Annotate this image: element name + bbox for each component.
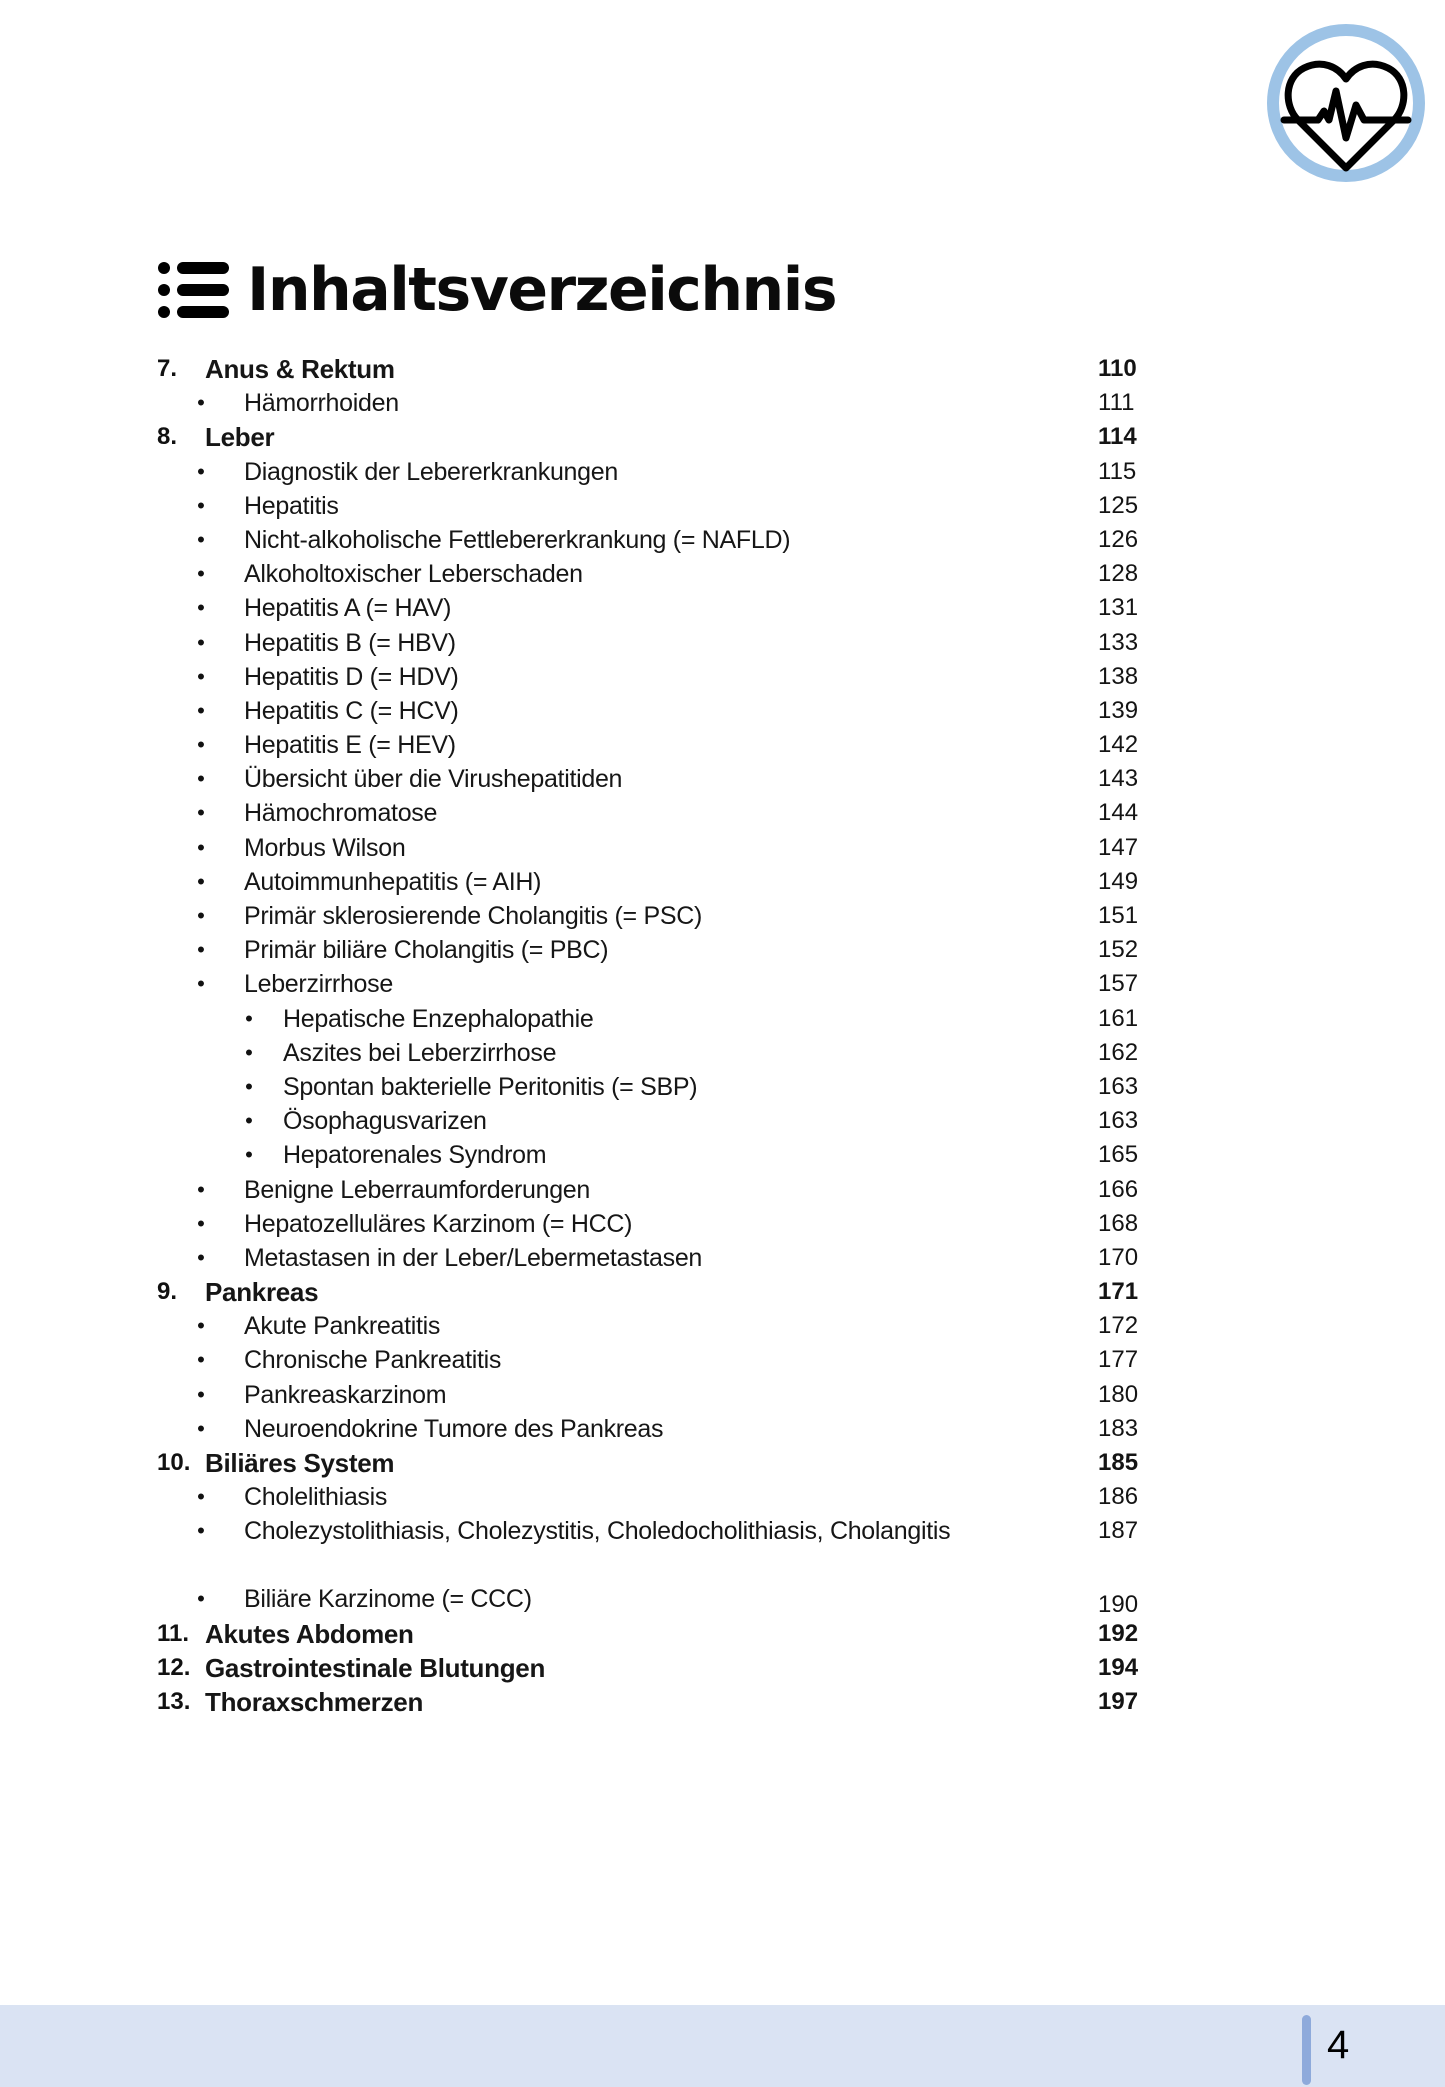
entry-title: Hämochromatose xyxy=(244,799,438,828)
entry-title: Hepatitis D (= HDV) xyxy=(244,662,459,691)
entry-title: Nicht-alkoholische Fettlebererkrankung (= NAFLD) xyxy=(244,525,791,554)
bullet-icon: • xyxy=(197,1415,205,1441)
toc-entry[interactable] xyxy=(157,591,1157,625)
bullet-icon: • xyxy=(197,1586,205,1612)
page-ref: 163 xyxy=(1098,1107,1139,1135)
bullet-icon: • xyxy=(197,629,205,655)
bullet-icon: • xyxy=(245,1073,253,1099)
toc-chapter[interactable] xyxy=(157,352,1157,386)
list-icon xyxy=(157,260,231,320)
bullet-icon: • xyxy=(245,1108,253,1134)
bullet-icon: • xyxy=(197,1347,205,1373)
chapter-title: Leber xyxy=(205,422,275,453)
chapter-number: 13. xyxy=(157,1687,191,1715)
toc-chapter[interactable] xyxy=(157,1685,1157,1719)
entry-title: Metastasen in der Leber/Lebermetastasen xyxy=(244,1243,703,1272)
entry-title: Hepatische Enzephalopathie xyxy=(283,1004,594,1033)
entry-title: Leberzirrhose xyxy=(244,970,393,999)
entry-title: Übersicht über die Virushepatitiden xyxy=(244,765,623,794)
chapter-number: 11. xyxy=(157,1619,190,1647)
toc-entry[interactable] xyxy=(157,1036,1157,1070)
toc-chapter[interactable] xyxy=(157,1275,1157,1309)
page-ref: 171 xyxy=(1098,1278,1139,1306)
bullet-icon: • xyxy=(197,1210,205,1236)
entry-title: Chronische Pankreatitis xyxy=(244,1346,502,1375)
page-ref: 133 xyxy=(1098,628,1139,656)
chapter-title: Akutes Abdomen xyxy=(205,1618,414,1649)
page-ref: 144 xyxy=(1098,799,1139,827)
toc-entry[interactable] xyxy=(157,1378,1157,1412)
toc-entry[interactable] xyxy=(157,1241,1157,1275)
bullet-icon: • xyxy=(197,868,205,894)
page-ref: 166 xyxy=(1098,1175,1139,1203)
entry-title: Hepatorenales Syndrom xyxy=(283,1141,547,1170)
bullet-icon: • xyxy=(197,1381,205,1407)
bullet-icon: • xyxy=(197,732,205,758)
entry-title: Diagnostik der Lebererkrankungen xyxy=(244,457,618,486)
toc-entry[interactable] xyxy=(157,796,1157,830)
toc-entry[interactable] xyxy=(157,523,1157,557)
toc-entry[interactable] xyxy=(157,1173,1157,1207)
bullet-icon: • xyxy=(245,1039,253,1065)
toc-entry[interactable] xyxy=(157,1002,1157,1036)
entry-title: Primär sklerosierende Cholangitis (= PSC) xyxy=(244,902,703,930)
bullet-icon: • xyxy=(197,766,205,792)
page-ref: 180 xyxy=(1098,1380,1139,1408)
table-of-contents xyxy=(157,352,1157,1719)
entry-title: Primär biliäre Cholangitis (= PBC) xyxy=(244,936,609,965)
toc-entry[interactable] xyxy=(157,967,1157,1001)
entry-title: Hepatitis C (= HCV) xyxy=(244,696,459,725)
chapter-number: 9. xyxy=(157,1278,178,1306)
page-ref: 157 xyxy=(1098,970,1139,998)
page-ref: 165 xyxy=(1098,1141,1139,1169)
bullet-icon: • xyxy=(197,903,205,928)
toc-entry[interactable] xyxy=(157,1412,1157,1446)
toc-entry[interactable] xyxy=(157,1309,1157,1343)
page-ref: 185 xyxy=(1098,1449,1139,1476)
bullet-icon: • xyxy=(197,971,205,997)
toc-entry[interactable] xyxy=(157,557,1157,591)
entry-title: Morbus Wilson xyxy=(244,833,406,862)
toc-entry[interactable] xyxy=(157,1480,1157,1514)
entry-title: Spontan bakterielle Peritonitis (= SBP) xyxy=(283,1072,698,1101)
page-ref: 111 xyxy=(1098,389,1135,417)
page-ref: 110 xyxy=(1098,355,1137,382)
page-ref: 126 xyxy=(1098,525,1139,553)
page-ref: 139 xyxy=(1098,696,1139,724)
page-ref: 186 xyxy=(1098,1483,1139,1511)
bullet-icon: • xyxy=(197,834,205,860)
entry-title: Biliäre Karzinome (= CCC) xyxy=(244,1585,532,1614)
bullet-icon: • xyxy=(245,1142,253,1168)
heart-pulse-icon xyxy=(1266,23,1426,183)
entry-title: Neuroendokrine Tumore des Pankreas xyxy=(244,1414,664,1443)
page-ref: 128 xyxy=(1098,560,1139,588)
toc-entry[interactable] xyxy=(157,831,1157,865)
page-ref: 138 xyxy=(1098,662,1139,690)
page-ref: 177 xyxy=(1098,1346,1139,1374)
toc-entry[interactable] xyxy=(157,933,1157,967)
entry-title: Alkoholtoxischer Leberschaden xyxy=(244,560,583,589)
bullet-icon: • xyxy=(197,1176,205,1202)
chapter-number: 12. xyxy=(157,1653,191,1681)
page-title-row xyxy=(157,250,836,330)
bullet-icon: • xyxy=(197,697,205,723)
bullet-icon: • xyxy=(197,1484,205,1510)
page-ref: 194 xyxy=(1098,1653,1139,1681)
page-title: Inhaltsverzeichnis xyxy=(247,255,837,325)
bullet-icon: • xyxy=(197,561,205,587)
chapter-title: Anus & Rektum xyxy=(205,354,395,384)
page-ref: 131 xyxy=(1098,594,1139,622)
bullet-icon: • xyxy=(245,1005,253,1031)
entry-title: Hepatitis xyxy=(244,491,339,520)
entry-title: Cholelithiasis xyxy=(244,1483,388,1512)
chapter-number: 10. xyxy=(157,1449,191,1476)
toc-entry[interactable] xyxy=(157,728,1157,762)
toc-chapter[interactable] xyxy=(157,1651,1157,1685)
entry-title: Ösophagusvarizen xyxy=(283,1107,487,1136)
bullet-icon: • xyxy=(197,526,205,552)
page-ref: 161 xyxy=(1098,1004,1139,1032)
bullet-icon: • xyxy=(197,1313,205,1339)
toc-entry[interactable] xyxy=(157,386,1157,420)
toc-chapter[interactable] xyxy=(157,420,1157,454)
entry-title: Hepatitis E (= HEV) xyxy=(244,731,456,760)
bullet-icon: • xyxy=(197,595,205,621)
chapter-title: Pankreas xyxy=(205,1277,319,1308)
page-ref: 192 xyxy=(1098,1619,1139,1647)
toc-entry[interactable] xyxy=(157,1582,1157,1619)
page-ref: 125 xyxy=(1098,491,1139,519)
page-ref: 149 xyxy=(1098,867,1139,895)
chapter-title: Biliäres System xyxy=(205,1448,395,1478)
page-ref: 197 xyxy=(1098,1687,1139,1715)
page-ref: 114 xyxy=(1098,423,1137,451)
chapter-title: Thoraxschmerzen xyxy=(205,1686,424,1717)
toc-entry[interactable] xyxy=(157,899,1157,933)
entry-title: Cholezystolithiasis, Cholezystitis, Choledocholithiasis, Cholangitis xyxy=(244,1517,951,1546)
bullet-icon: • xyxy=(197,1244,205,1270)
page-ref: 190 xyxy=(1098,1591,1139,1619)
bullet-icon: • xyxy=(197,458,205,484)
toc-entry[interactable] xyxy=(157,626,1157,660)
bullet-icon: • xyxy=(197,663,205,689)
toc-chapter[interactable] xyxy=(157,1446,1157,1480)
page-ref: 162 xyxy=(1098,1038,1139,1066)
entry-title: Hepatitis B (= HBV) xyxy=(244,628,456,657)
page-ref: 147 xyxy=(1098,833,1139,861)
page-ref: 143 xyxy=(1098,765,1139,793)
entry-title: Hämorrhoiden xyxy=(244,389,399,418)
entry-title: Akute Pankreatitis xyxy=(244,1312,441,1341)
toc-entry[interactable] xyxy=(157,489,1157,523)
page-ref: 183 xyxy=(1098,1414,1139,1442)
toc-entry[interactable] xyxy=(157,1207,1157,1241)
toc-entry[interactable] xyxy=(157,694,1157,728)
toc-entry[interactable] xyxy=(157,865,1157,899)
page-ref: 163 xyxy=(1098,1072,1139,1100)
toc-entry[interactable] xyxy=(157,1343,1157,1377)
chapter-title: Gastrointestinale Blutungen xyxy=(205,1652,546,1683)
toc-entry[interactable] xyxy=(157,660,1157,694)
page-ref: 151 xyxy=(1098,902,1139,929)
page-footer xyxy=(0,2005,1445,2087)
entry-title: Hepatozelluläres Karzinom (= HCC) xyxy=(244,1209,633,1238)
page-ref: 187 xyxy=(1098,1517,1139,1545)
toc-entry[interactable] xyxy=(157,762,1157,796)
toc-entry[interactable] xyxy=(157,1070,1157,1104)
footer-accent-bar xyxy=(1302,2015,1311,2085)
bullet-icon: • xyxy=(197,492,205,518)
page-ref: 115 xyxy=(1098,457,1137,485)
entry-title: Benigne Leberraumforderungen xyxy=(244,1175,591,1204)
bullet-icon: • xyxy=(197,937,205,963)
bullet-icon: • xyxy=(197,1518,205,1544)
entry-title: Autoimmunhepatitis (= AIH) xyxy=(244,867,542,896)
chapter-number: 7. xyxy=(157,355,178,382)
page-number: 4 xyxy=(1327,2023,1350,2067)
toc-entry[interactable] xyxy=(157,1104,1157,1138)
page-ref: 168 xyxy=(1098,1209,1139,1237)
page-ref: 170 xyxy=(1098,1243,1139,1271)
toc-chapter[interactable] xyxy=(157,1617,1157,1651)
entry-title: Pankreaskarzinom xyxy=(244,1380,447,1409)
chapter-number: 8. xyxy=(157,423,178,451)
bullet-icon: • xyxy=(197,390,205,416)
entry-title: Aszites bei Leberzirrhose xyxy=(283,1038,557,1067)
page-ref: 172 xyxy=(1098,1312,1139,1340)
toc-entry[interactable] xyxy=(157,1138,1157,1172)
toc-entry[interactable] xyxy=(157,1514,1157,1582)
page-ref: 152 xyxy=(1098,936,1139,964)
entry-title: Hepatitis A (= HAV) xyxy=(244,594,452,623)
bullet-icon: • xyxy=(197,800,205,826)
toc-entry[interactable] xyxy=(157,455,1157,489)
page-ref: 142 xyxy=(1098,731,1139,759)
